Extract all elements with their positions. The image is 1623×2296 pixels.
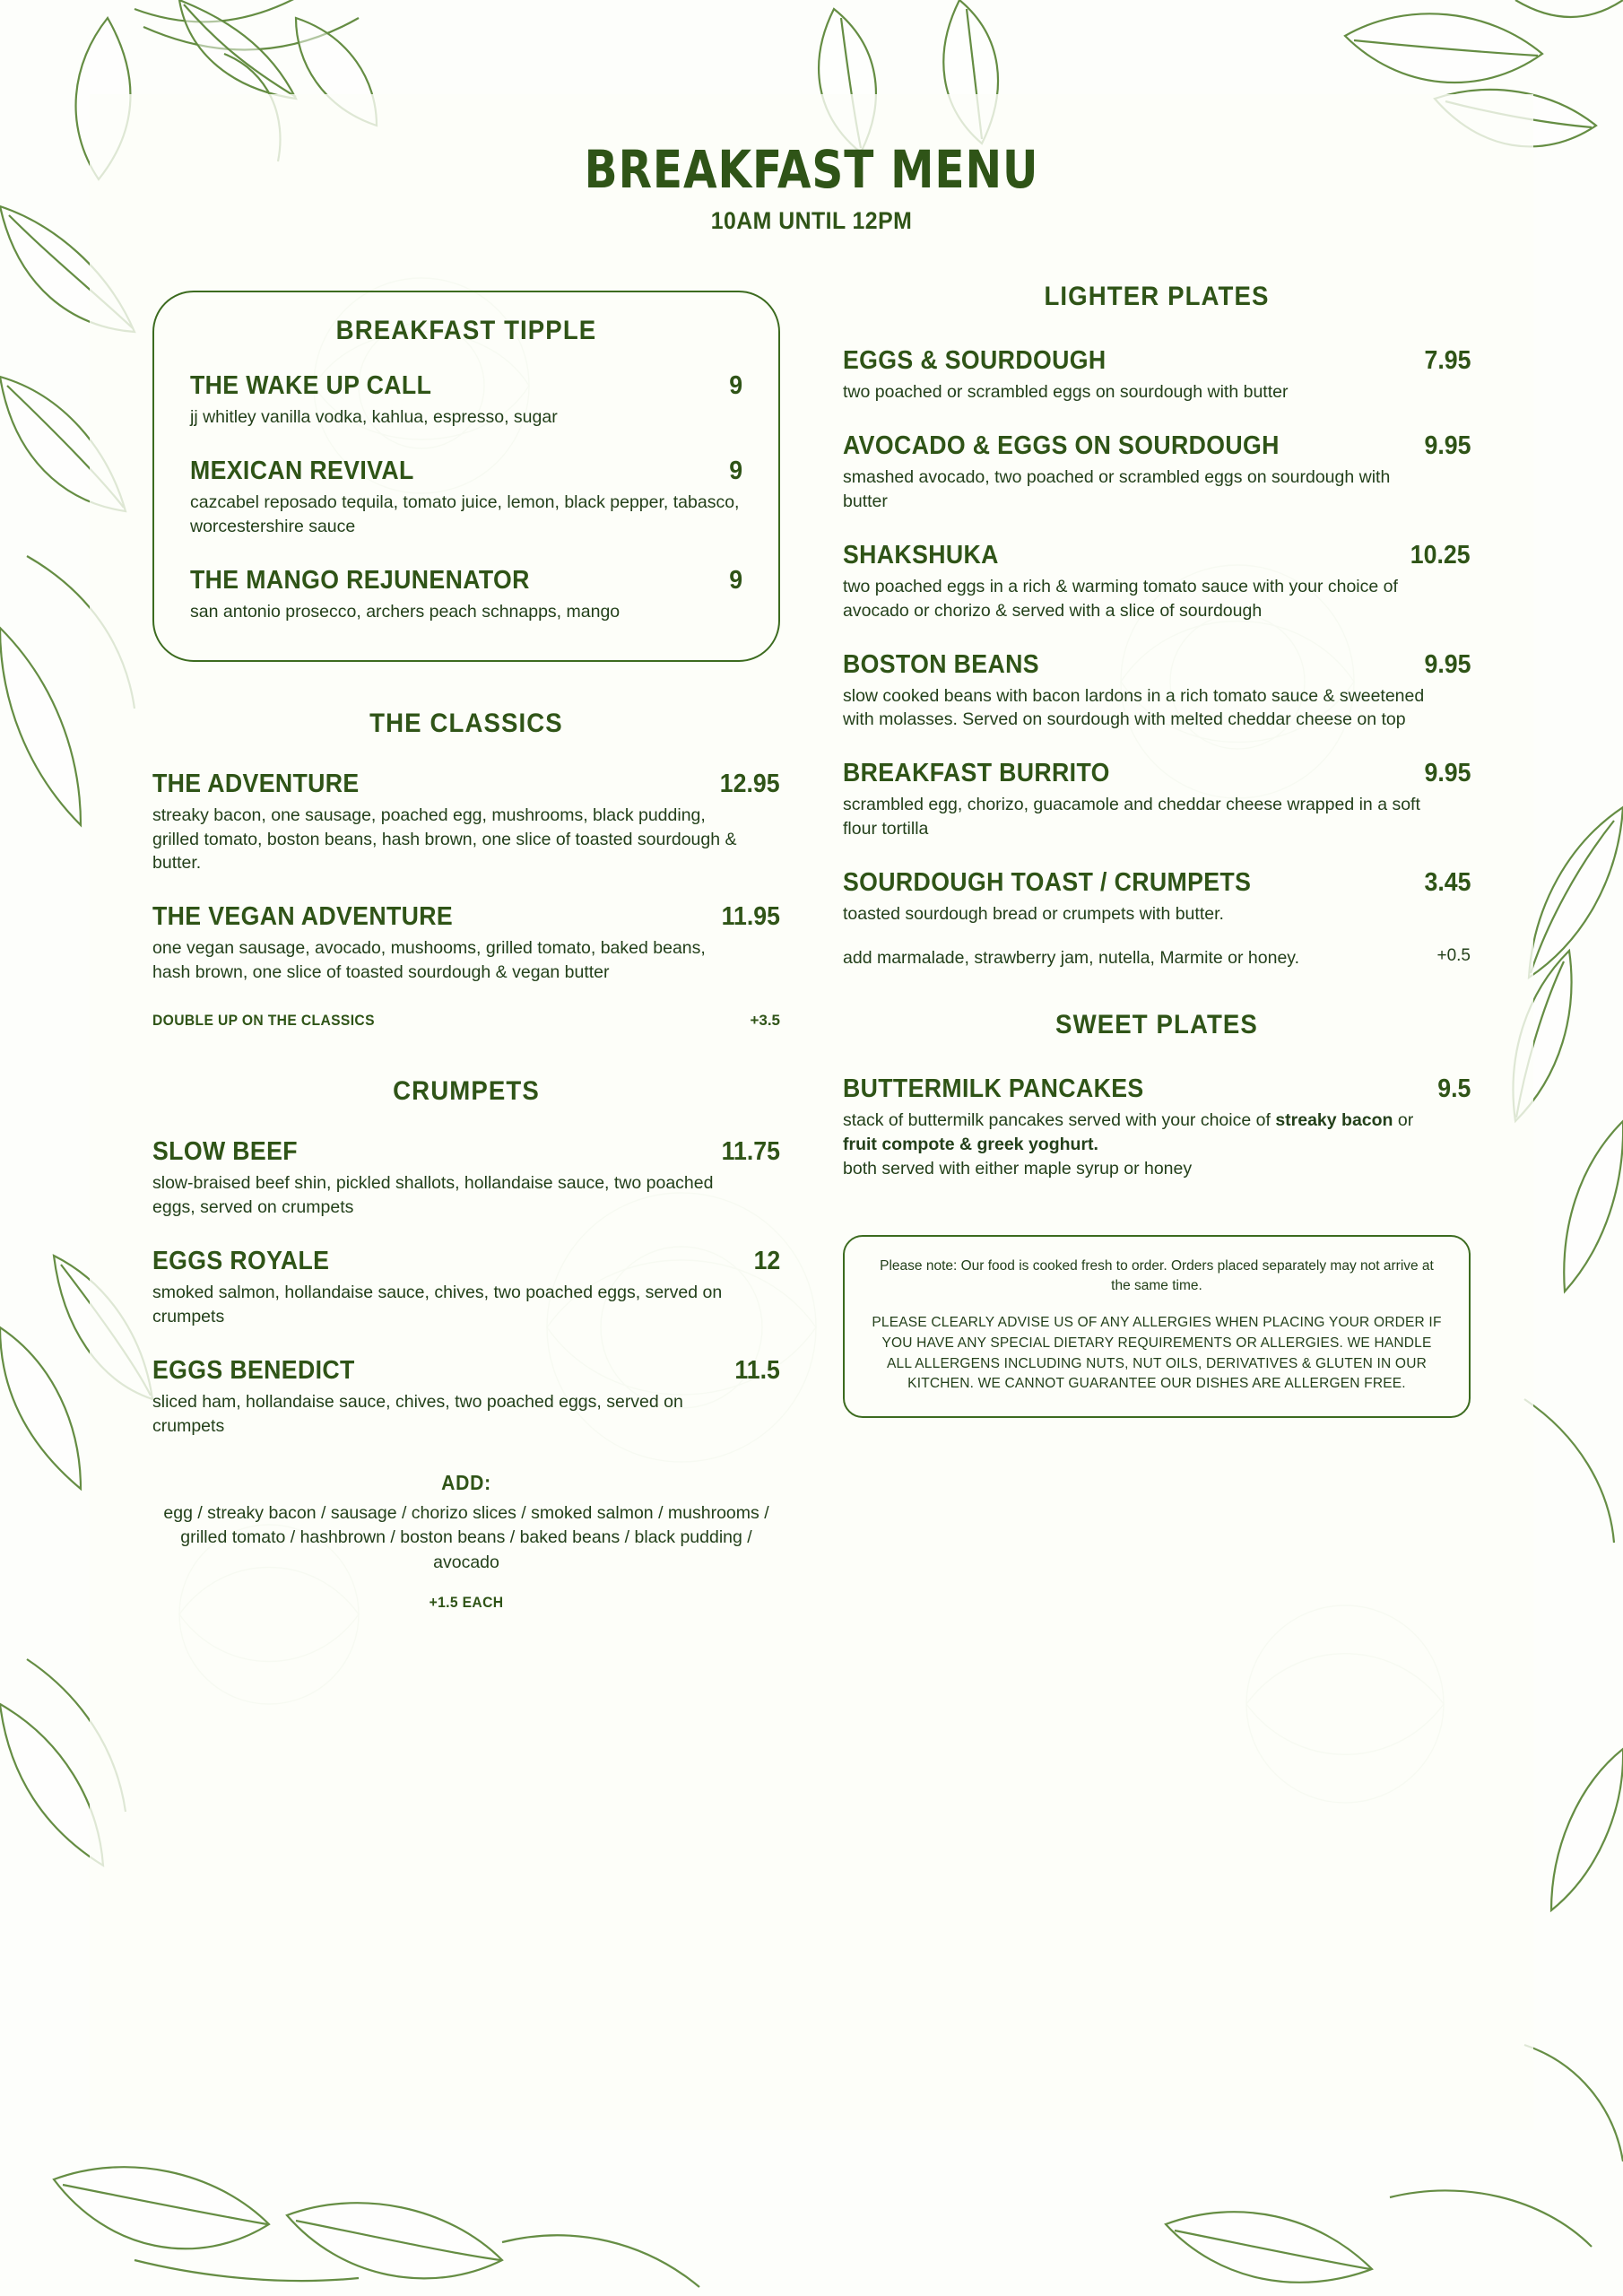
item-price: 9 <box>729 565 742 595</box>
add-ons-title: ADD: <box>441 1470 491 1494</box>
item-description <box>843 1109 1435 1181</box>
item-name: THE VEGAN ADVENTURE <box>152 902 454 932</box>
item-description: smashed avocado, two poached or scrambled eggs on sourdough with butter <box>843 466 1391 511</box>
item-name: THE ADVENTURE <box>152 769 360 798</box>
item-description: two poached eggs in a rich & warming tomato sauce with your choice of avocado or chorizo & served with a slice of sourdough <box>843 576 1398 621</box>
item-description: smoked salmon, hollandaise sauce, chives, two poached eggs, served on crumpets <box>152 1282 723 1326</box>
item-price: 9.5 <box>1436 1074 1471 1103</box>
section-heading-sweet-plates: SWEET PLATES <box>1055 1009 1258 1039</box>
item-name: THE MANGO REJUNENATOR <box>190 565 530 595</box>
menu-item <box>190 566 742 624</box>
item-description: cazcabel reposado tequila, tomato juice, lemon, black pepper, tabasco, worcestershire sauce <box>190 491 740 536</box>
page-title: BREAKFAST MENU <box>584 139 1039 200</box>
section-heading-classics: THE CLASSICS <box>369 708 563 738</box>
item-price: 3.45 <box>1424 868 1471 898</box>
item-price: 11.5 <box>734 1355 780 1385</box>
item-name: EGGS & SOURDOUGH <box>843 346 1107 375</box>
menu-item <box>152 1247 780 1329</box>
item-price: 9 <box>729 456 742 485</box>
pancakes-desc-pre: stack of buttermilk pancakes served with your choice of <box>843 1109 1276 1130</box>
allergy-note-box <box>843 1235 1471 1419</box>
item-price: 12.95 <box>720 769 780 798</box>
add-ons-list: egg / streaky bacon / sausage / chorizo slices / smoked salmon / mushrooms / grilled tomato / hashbrown / boston beans / baked beans / black pudding / avocado <box>163 1502 769 1572</box>
menu-item <box>843 759 1471 841</box>
double-up-price: +3.5 <box>750 1012 780 1030</box>
pancakes-desc-mid: or <box>1393 1109 1414 1130</box>
item-description: toasted sourdough bread or crumpets with butter. <box>843 904 1224 925</box>
menu-item <box>843 431 1471 514</box>
item-name: AVOCADO & EGGS ON SOURDOUGH <box>843 430 1280 460</box>
left-column <box>152 282 780 1612</box>
item-description: one vegan sausage, avocado, mushooms, grilled tomato, baked beans, hash brown, one slice of toasted sourdough & vegan butter <box>152 938 706 983</box>
item-addon-price: +0.5 <box>1436 946 1471 966</box>
item-description: two poached or scrambled eggs on sourdough with butter <box>843 382 1289 402</box>
pancakes-option-2: fruit compote & greek yoghurt. <box>843 1134 1098 1154</box>
pancakes-option-1: streaky bacon <box>1275 1109 1393 1130</box>
menu-item <box>152 902 780 985</box>
section-breakfast-tipple <box>152 291 780 662</box>
add-ons-price: +1.5 EACH <box>429 1593 504 1611</box>
item-price: 9 <box>729 371 742 400</box>
item-name: SLOW BEEF <box>152 1137 298 1167</box>
item-addon-text: add marmalade, strawberry jam, nutella, Marmite or honey. <box>843 948 1300 969</box>
menu-item <box>190 457 742 539</box>
menu-item <box>843 1074 1471 1181</box>
item-name: EGGS ROYALE <box>152 1246 330 1275</box>
item-description: san antonio prosecco, archers peach schnapps, mango <box>190 601 621 622</box>
menu-columns <box>152 282 1471 1612</box>
item-name: BREAKFAST BURRITO <box>843 759 1110 788</box>
item-price: 11.75 <box>721 1137 780 1167</box>
right-column <box>843 282 1471 1612</box>
item-description: sliced ham, hollandaise sauce, chives, two poached eggs, served on crumpets <box>152 1391 683 1436</box>
double-up-label: DOUBLE UP ON THE CLASSICS <box>152 1012 375 1030</box>
menu-item <box>843 868 1471 970</box>
item-description: slow cooked beans with bacon lardons in a rich tomato sauce & sweetened with molasses. Served on sourdough with melted cheddar cheese on top <box>843 685 1425 730</box>
menu-card <box>90 94 1533 2130</box>
item-description: jj whitley vanilla vodka, kahlua, espresso, sugar <box>190 407 558 427</box>
item-name: BUTTERMILK PANCAKES <box>843 1074 1144 1103</box>
item-addon-row <box>843 946 1471 970</box>
menu-item <box>152 770 780 876</box>
double-up-row <box>152 1012 780 1030</box>
menu-item <box>152 1137 780 1220</box>
item-price: 10.25 <box>1410 540 1471 570</box>
pancakes-desc-post: both served with either maple syrup or honey <box>843 1158 1193 1178</box>
item-price: 12 <box>753 1246 780 1275</box>
item-name: EGGS BENEDICT <box>152 1355 355 1385</box>
item-name: SHAKSHUKA <box>843 540 999 570</box>
item-price: 9.95 <box>1424 430 1471 460</box>
menu-item <box>190 371 742 430</box>
item-description: streaky bacon, one sausage, poached egg, mushrooms, black pudding, grilled tomato, boston beans, hash brown, one slice of toasted sourdough & butter. <box>152 804 737 874</box>
allergy-note-top: Please note: Our food is cooked fresh to order. Orders placed separately may not arrive at the same time. <box>880 1257 1434 1294</box>
menu-item <box>152 1356 780 1439</box>
item-name: BOSTON BEANS <box>843 649 1039 679</box>
section-heading-tipple: BREAKFAST TIPPLE <box>335 316 597 345</box>
menu-item <box>843 650 1471 733</box>
item-description: scrambled egg, chorizo, guacamole and cheddar cheese wrapped in a soft flour tortilla <box>843 795 1420 839</box>
menu-item <box>843 541 1471 623</box>
item-name: SOURDOUGH TOAST / CRUMPETS <box>843 868 1252 898</box>
item-price: 7.95 <box>1424 346 1471 375</box>
item-name: THE WAKE UP CALL <box>190 371 432 400</box>
menu-item <box>843 346 1471 404</box>
item-name: MEXICAN REVIVAL <box>190 456 414 485</box>
page-subtitle: 10AM UNTIL 12PM <box>710 207 913 234</box>
item-price: 11.95 <box>721 902 780 932</box>
add-ons-block <box>152 1471 780 1612</box>
section-heading-lighter-plates: LIGHTER PLATES <box>1044 282 1270 311</box>
allergy-note-main: PLEASE CLEARLY ADVISE US OF ANY ALLERGIES WHEN PLACING YOUR ORDER IF YOU HAVE ANY SPECIAL DIETARY REQUIREMENTS OR ALLERGIES. WE HANDLE ALL ALLERGENS INCLUDING NUTS, NUT OILS, DERIVATIVES & GLUTEN IN OUR KITCHEN. WE CANNOT GUARANTEE OUR DISHES ARE ALLERGEN FREE. <box>872 1314 1442 1392</box>
item-price: 9.95 <box>1424 759 1471 788</box>
item-description: slow-braised beef shin, pickled shallots, hollandaise sauce, two poached eggs, served on crumpets <box>152 1173 714 1218</box>
section-heading-crumpets: CRUMPETS <box>393 1076 540 1107</box>
item-price: 9.95 <box>1424 649 1471 679</box>
